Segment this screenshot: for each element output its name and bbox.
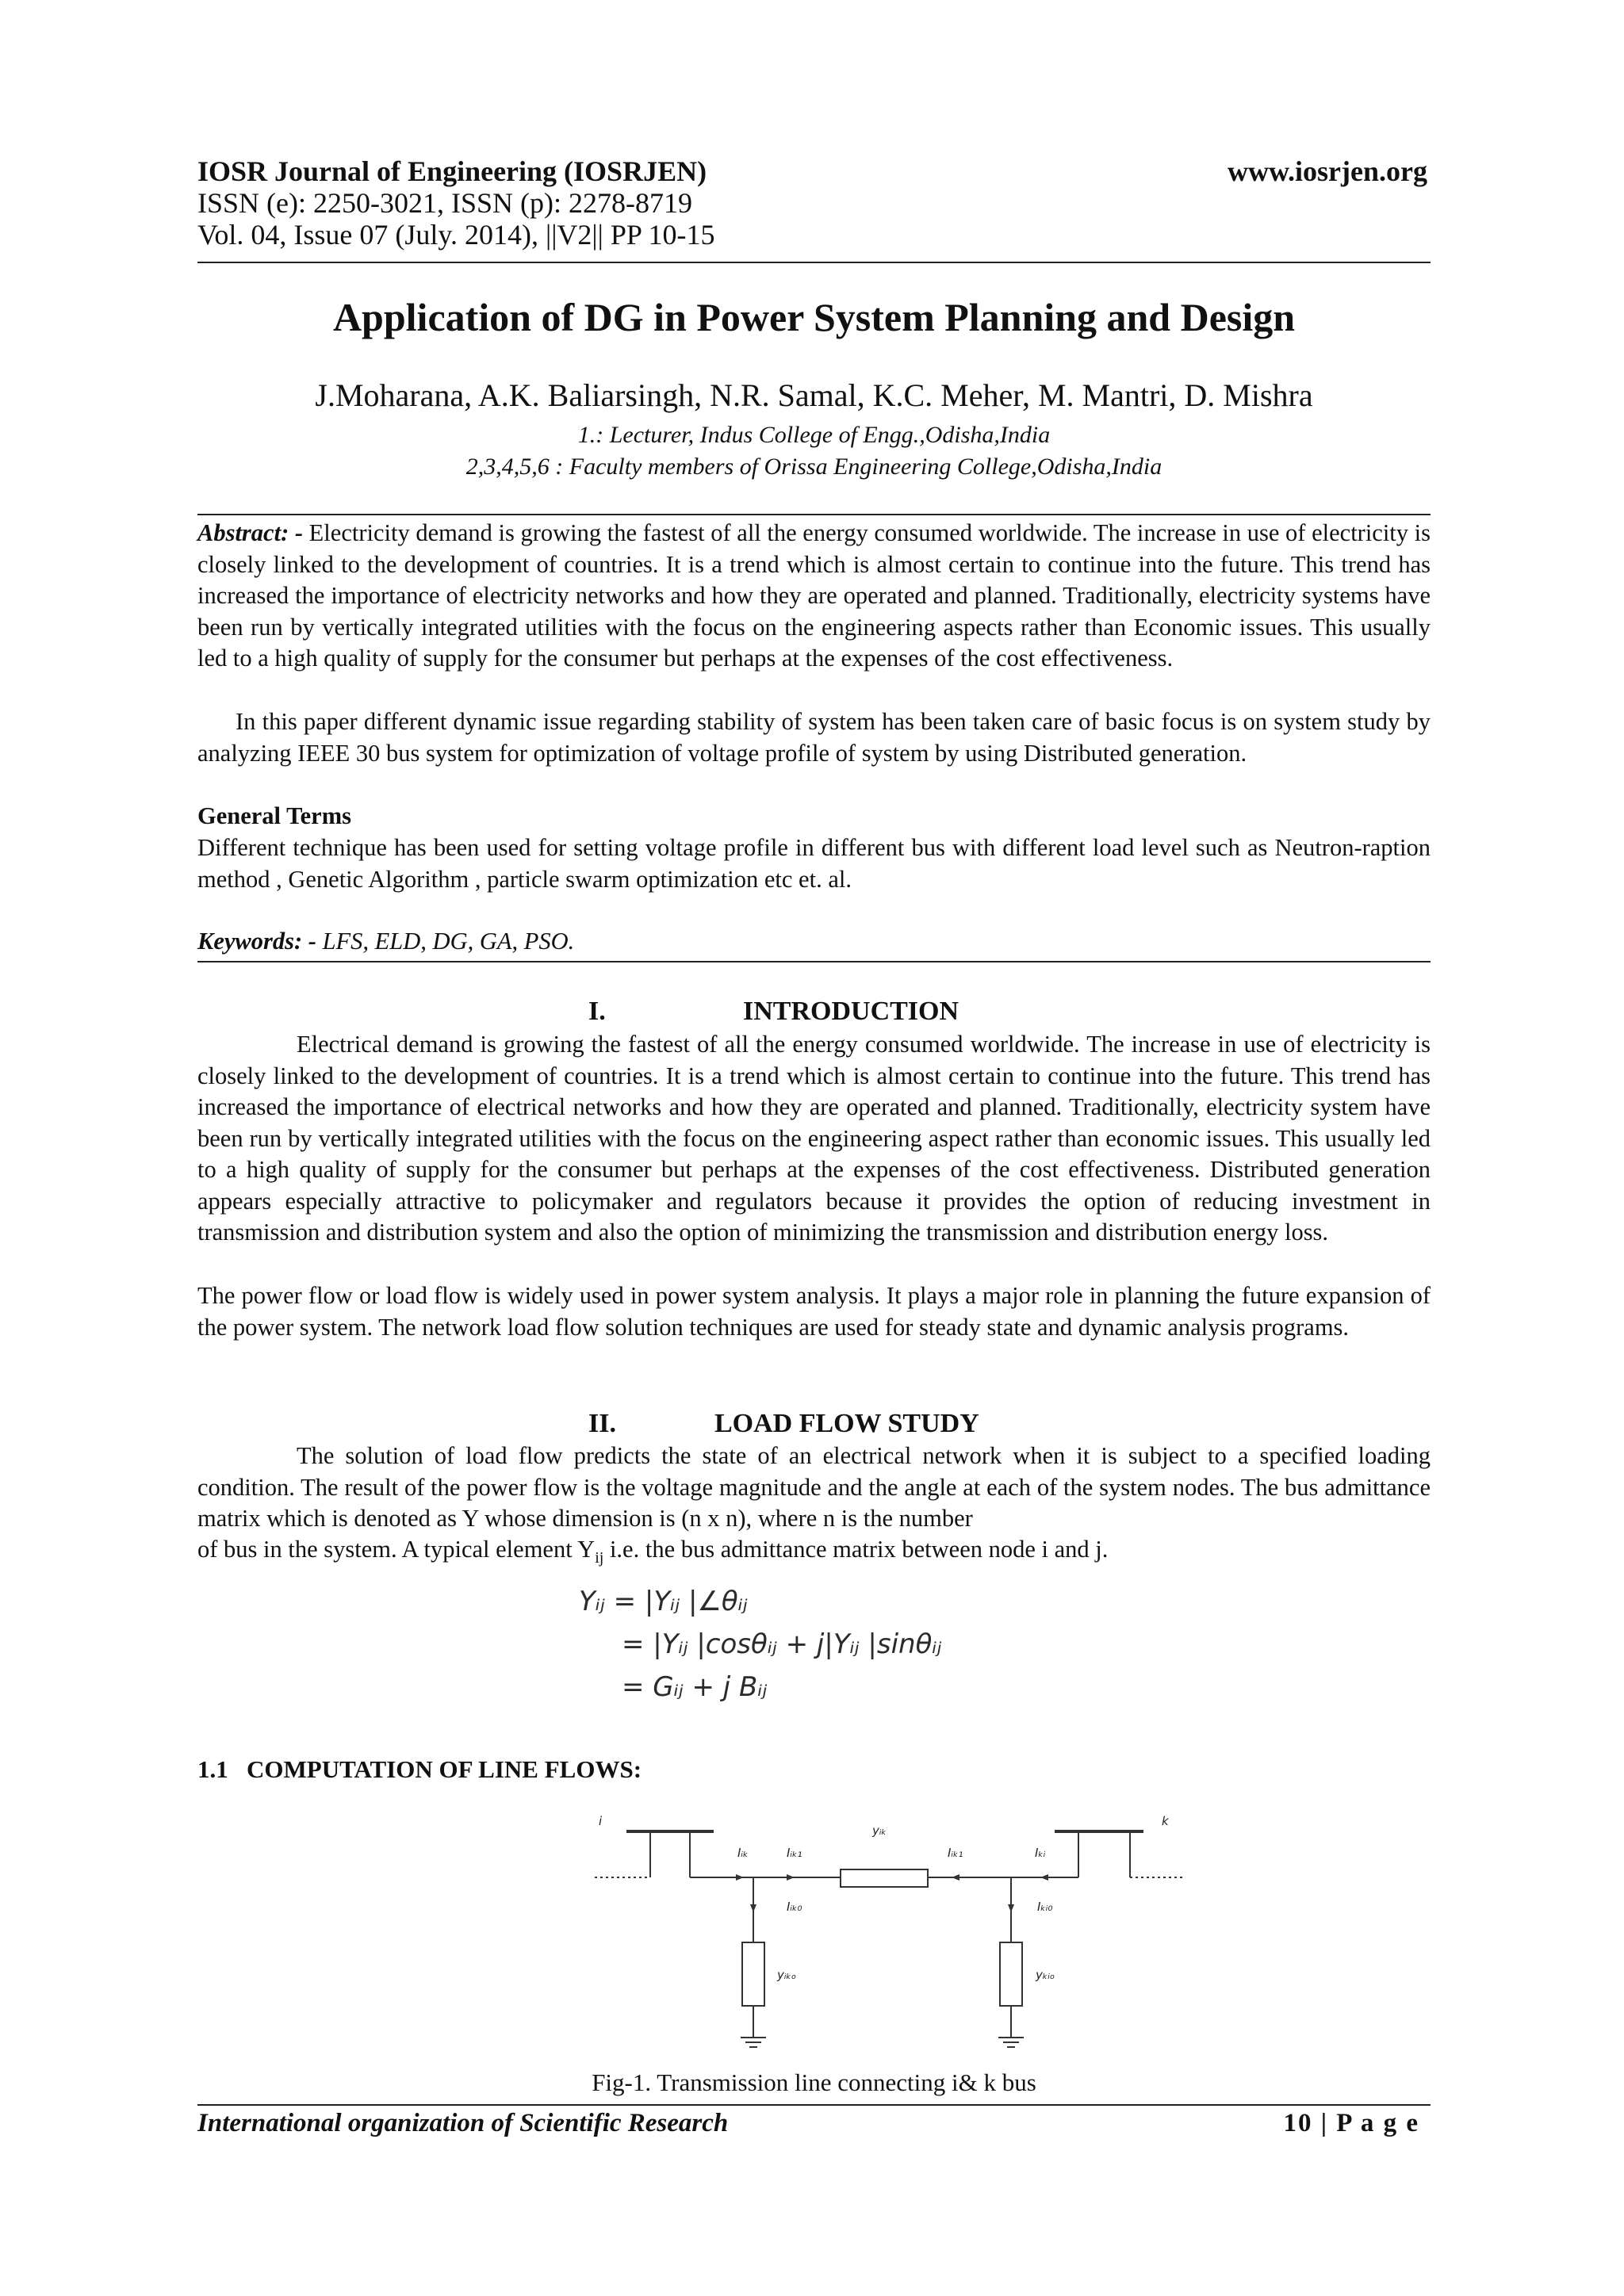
label-i-ik0: Iᵢₖ₀ [787, 1900, 802, 1914]
series-admittance [841, 1869, 928, 1887]
abstract-top-rule [197, 514, 1431, 515]
ij-subscript: ij [595, 1549, 604, 1567]
paper-title: Application of DG in Power System Planning and Design [332, 295, 1296, 339]
section-2-number: II. [588, 1409, 616, 1438]
footer-rule [197, 2104, 1431, 2106]
keywords-text: LFS, ELD, DG, GA, PSO. [322, 928, 575, 955]
label-bus-k: k [1162, 1814, 1169, 1828]
general-terms-text: Different technique has been used for setting voltage profile in different bus with different load level such as Neutron-raption method , Genetic Algorithm , particle swarm optimization etc et. al. [197, 834, 1431, 893]
arrow-ik0 [750, 1904, 756, 1912]
load-flow-paragraph: The solution of load flow predicts the state of an electrical network when it is subject to a specified loading condition. The result of the power flow is the voltage magnitude and the angle at each of the system nodes. The bus admittance matrix which is denoted as Y whose dimension is (n x n), where n is the number [197, 1442, 1431, 1532]
section-2-title: LOAD FLOW STUDY [714, 1409, 979, 1438]
shunt-right-admittance [1000, 1942, 1022, 2006]
footer-page-number: 10 | P a g e [1283, 2109, 1419, 2137]
subsection-number: 1.1 [197, 1755, 228, 1783]
label-i-ki: Iₖᵢ [1035, 1846, 1046, 1860]
journal-volume: Vol. 04, Issue 07 (July. 2014), ||V2|| PP 10-15 [197, 219, 715, 251]
footer-organization: International organization of Scientific Research [197, 2109, 729, 2137]
label-i-ik1-left: Iᵢₖ₁ [787, 1846, 802, 1860]
label-bus-i: i [599, 1814, 603, 1828]
keywords-label: Keywords: - [197, 928, 316, 955]
load-flow-paragraph-end [197, 1534, 1431, 1575]
label-i-ik: Iᵢₖ [737, 1846, 749, 1860]
abstract-paragraph [197, 518, 1431, 675]
intro-paragraph-2: The power flow or load flow is widely used in power system analysis. It plays a major role in planning the future expansion of the power system. The network load flow solution techniques are used for steady state and dynamic analysis programs. [197, 1282, 1431, 1341]
subsection-heading [197, 1754, 642, 1785]
general-terms-heading: General Terms [197, 802, 351, 829]
section-1-number: I. [588, 997, 606, 1026]
equation-line-3: = Gᵢⱼ + j Bᵢⱼ [622, 1671, 768, 1703]
load-flow-text-post: i.e. the bus admittance matrix between node i and j. [603, 1536, 1109, 1563]
journal-website[interactable]: www.iosrjen.org [1228, 155, 1427, 187]
arrow-ki [1040, 1874, 1048, 1881]
label-y-ik: yᵢₖ [872, 1823, 887, 1838]
label-y-ik0: yᵢₖₒ [777, 1968, 797, 1982]
arrow-ik1-right [952, 1874, 959, 1881]
transmission-line-diagram [579, 1808, 1197, 2061]
journal-issn: ISSN (e): 2250-3021, ISSN (p): 2278-8719 [197, 187, 692, 219]
keywords-line [197, 926, 1431, 958]
subsection-title: COMPUTATION OF LINE FLOWS: [247, 1755, 642, 1783]
figure-caption: Fig-1. Transmission line connecting i& k bus [592, 2068, 1036, 2096]
journal-name: IOSR Journal of Engineering (IOSRJEN) [197, 155, 707, 187]
affiliation-1: 1.: Lecturer, Indus College of Engg.,Odisha,India [577, 422, 1051, 448]
abstract-text: Electricity demand is growing the fastest of all the energy consumed worldwide. The increase in use of electricity is closely linked to the development of countries. It is a trend which is almost certain to continue into the future. This trend has increased the importance of electricity networks and how they are operated and planned. Traditionally, electricity systems have been run by vertically integrated utilities with the focus on the engineering aspects rather than Economic issues. This usually led to a high quality of supply for the consumer but perhaps at the expenses of the cost effectiveness. [197, 519, 1431, 672]
section-1-title: INTRODUCTION [743, 997, 959, 1026]
label-y-ki0: yₖᵢₒ [1036, 1968, 1055, 1982]
journal-header [197, 155, 911, 251]
affiliation-2: 2,3,4,5,6 : Faculty members of Orissa Engineering College,Odisha,India [465, 453, 1162, 480]
arrow-ik1-left [787, 1874, 795, 1881]
equation-line-2: = |Yᵢⱼ |cosθᵢⱼ + j|Yᵢⱼ |sinθᵢⱼ [622, 1628, 942, 1660]
label-i-ki0: Iₖᵢ₀ [1037, 1900, 1053, 1914]
header-divider [197, 262, 1431, 263]
arrow-ik [736, 1874, 744, 1881]
equation-line-1: Yᵢⱼ = |Yᵢⱼ |∠θᵢⱼ [579, 1586, 748, 1617]
intro-paragraph-1: Electrical demand is growing the fastest of all the energy consumed worldwide. The increase in use of electricity is closely linked to the development of countries. It is a trend which is almost certain to continue into the future. This trend has increased the importance of electrical networks and how they are operated and planned. Traditionally, electricity system have been run by vertically integrated utilities with the focus on the engineering aspect rather than economic issues. This usually led to a high quality of supply for the consumer but perhaps at the expenses of the cost effectiveness. Distributed generation appears especially attractive to policymaker and regulators because it provides the option of reducing investment in transmission and distribution system and also the option of minimizing the transmission and distribution energy loss. [197, 1031, 1431, 1246]
keywords-bottom-rule [197, 961, 1431, 962]
shunt-left-admittance [742, 1942, 764, 2006]
author-list: J.Moharana, A.K. Baliarsingh, N.R. Samal, K.C. Meher, M. Mantri, D. Mishra [315, 377, 1313, 413]
abstract-label: Abstract: - [197, 519, 304, 546]
abstract-paragraph-2: In this paper different dynamic issue regarding stability of system has been taken care of basic focus is on system study by analyzing IEEE 30 bus system for optimization of voltage profile of system by using Distributed generation. [197, 708, 1431, 767]
label-i-ik1-right: Iᵢₖ₁ [948, 1846, 963, 1860]
arrow-ki0 [1008, 1904, 1014, 1912]
load-flow-text-pre: of bus in the system. A typical element Y [197, 1536, 596, 1563]
